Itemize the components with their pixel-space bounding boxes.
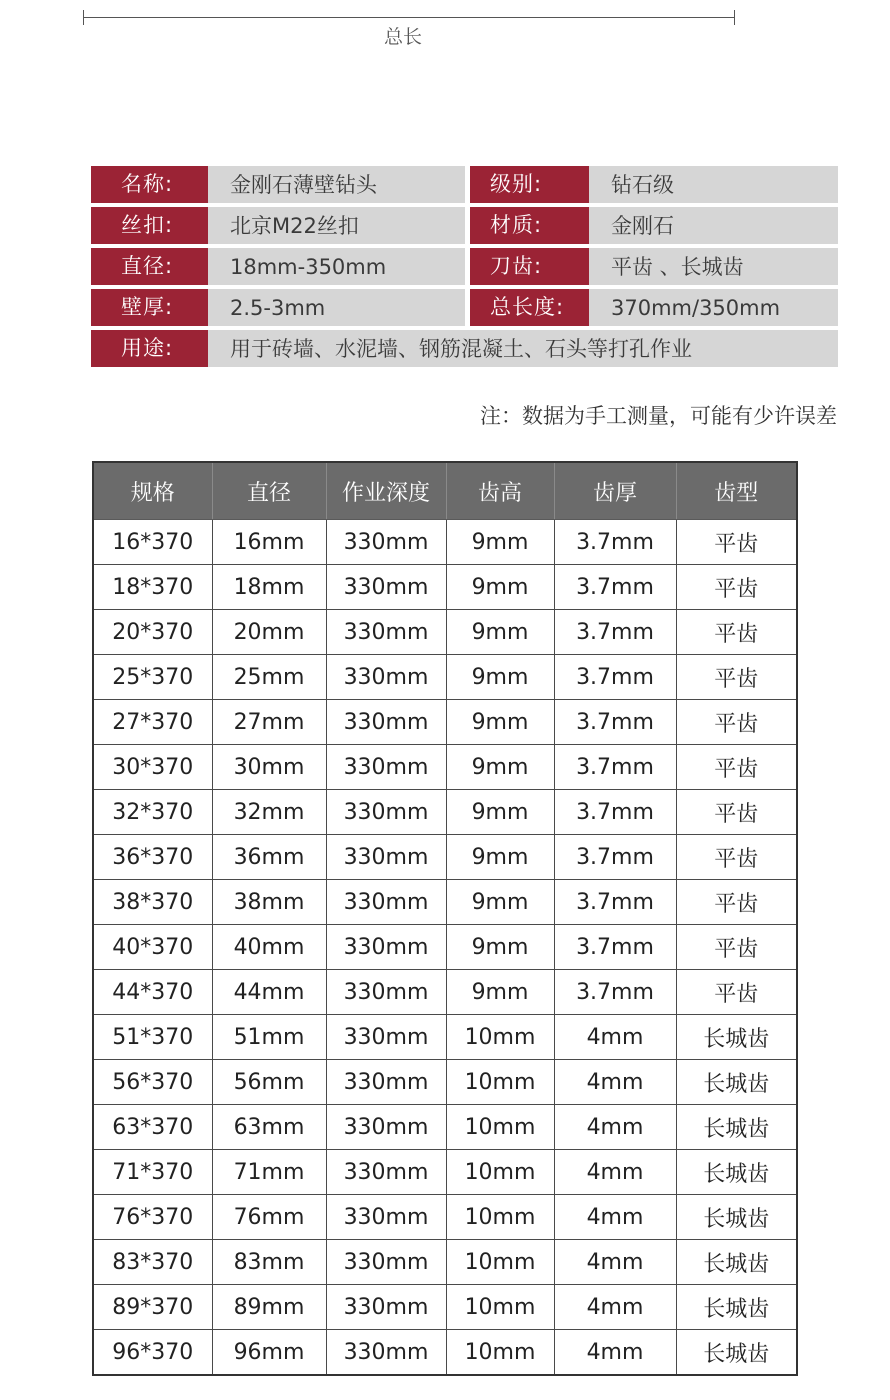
size-table xyxy=(92,461,798,1376)
cell-diameter: 71mm xyxy=(212,1150,326,1195)
dimension-line xyxy=(83,17,735,18)
spec-value: 钻石级 xyxy=(589,166,838,203)
spec-value: 用于砖墙、水泥墙、钢筋混凝土、石头等打孔作业 xyxy=(208,330,838,367)
cell-diameter: 18mm xyxy=(212,565,326,610)
cell-depth: 330mm xyxy=(326,835,446,880)
cell-depth: 330mm xyxy=(326,745,446,790)
cell-diameter: 32mm xyxy=(212,790,326,835)
cell-depth: 330mm xyxy=(326,1015,446,1060)
cell-spec: 18*370 xyxy=(93,565,212,610)
cell-spec: 89*370 xyxy=(93,1285,212,1330)
spec-value: 18mm-350mm xyxy=(208,248,465,285)
cell-tooth-height: 9mm xyxy=(446,925,554,970)
cell-tooth-type: 长城齿 xyxy=(676,1240,797,1285)
cell-tooth-height: 10mm xyxy=(446,1105,554,1150)
cell-tooth-height: 10mm xyxy=(446,1015,554,1060)
cell-depth: 330mm xyxy=(326,1240,446,1285)
cell-depth: 330mm xyxy=(326,565,446,610)
cell-tooth-height: 9mm xyxy=(446,610,554,655)
spec-row xyxy=(91,248,838,285)
cell-tooth-thickness: 4mm xyxy=(554,1330,676,1376)
cell-spec: 38*370 xyxy=(93,880,212,925)
cell-tooth-type: 平齿 xyxy=(676,610,797,655)
cell-spec: 32*370 xyxy=(93,790,212,835)
cell-tooth-thickness: 3.7mm xyxy=(554,925,676,970)
cell-diameter: 83mm xyxy=(212,1240,326,1285)
cell-tooth-type: 平齿 xyxy=(676,520,797,565)
table-header-row xyxy=(93,462,797,520)
cell-depth: 330mm xyxy=(326,655,446,700)
table-row xyxy=(93,880,797,925)
cell-spec: 40*370 xyxy=(93,925,212,970)
cell-tooth-thickness: 4mm xyxy=(554,1150,676,1195)
cell-spec: 25*370 xyxy=(93,655,212,700)
cell-tooth-thickness: 4mm xyxy=(554,1015,676,1060)
header-depth: 作业深度 xyxy=(326,462,446,520)
spec-value: 370mm/350mm xyxy=(589,289,838,326)
cell-depth: 330mm xyxy=(326,1195,446,1240)
cell-tooth-thickness: 3.7mm xyxy=(554,880,676,925)
cell-tooth-type: 平齿 xyxy=(676,700,797,745)
cell-tooth-height: 10mm xyxy=(446,1240,554,1285)
cell-diameter: 25mm xyxy=(212,655,326,700)
table-row xyxy=(93,655,797,700)
cell-depth: 330mm xyxy=(326,1105,446,1150)
spec-key: 名称: xyxy=(91,166,208,203)
cell-tooth-type: 长城齿 xyxy=(676,1105,797,1150)
table-row xyxy=(93,745,797,790)
cell-tooth-type: 长城齿 xyxy=(676,1285,797,1330)
spec-row-usage xyxy=(91,330,838,367)
cell-diameter: 36mm xyxy=(212,835,326,880)
cell-spec: 96*370 xyxy=(93,1330,212,1376)
cell-diameter: 51mm xyxy=(212,1015,326,1060)
cell-tooth-type: 平齿 xyxy=(676,925,797,970)
cell-tooth-thickness: 4mm xyxy=(554,1240,676,1285)
cell-depth: 330mm xyxy=(326,925,446,970)
cell-tooth-type: 长城齿 xyxy=(676,1015,797,1060)
cell-tooth-height: 10mm xyxy=(446,1330,554,1376)
table-row xyxy=(93,1285,797,1330)
cell-spec: 16*370 xyxy=(93,520,212,565)
table-row xyxy=(93,1240,797,1285)
cell-depth: 330mm xyxy=(326,1330,446,1376)
cell-diameter: 44mm xyxy=(212,970,326,1015)
table-row xyxy=(93,835,797,880)
table-row xyxy=(93,565,797,610)
dimension-label: 总长 xyxy=(383,26,422,48)
cell-spec: 51*370 xyxy=(93,1015,212,1060)
header-tooth-thickness: 齿厚 xyxy=(554,462,676,520)
table-row xyxy=(93,700,797,745)
cell-tooth-thickness: 3.7mm xyxy=(554,520,676,565)
cell-depth: 330mm xyxy=(326,790,446,835)
cell-spec: 83*370 xyxy=(93,1240,212,1285)
spec-value: 平齿 、长城齿 xyxy=(589,248,838,285)
cell-tooth-thickness: 3.7mm xyxy=(554,835,676,880)
table-row xyxy=(93,1060,797,1105)
cell-depth: 330mm xyxy=(326,520,446,565)
cell-tooth-thickness: 3.7mm xyxy=(554,745,676,790)
cell-diameter: 63mm xyxy=(212,1105,326,1150)
cell-tooth-thickness: 3.7mm xyxy=(554,565,676,610)
cell-tooth-type: 平齿 xyxy=(676,880,797,925)
spec-block xyxy=(91,166,838,367)
cell-spec: 71*370 xyxy=(93,1150,212,1195)
spec-key: 材质: xyxy=(470,207,589,244)
cell-diameter: 40mm xyxy=(212,925,326,970)
cell-tooth-height: 10mm xyxy=(446,1150,554,1195)
cell-depth: 330mm xyxy=(326,700,446,745)
spec-key: 刀齿: xyxy=(470,248,589,285)
spec-row xyxy=(91,207,838,244)
spec-value: 金刚石薄壁钻头 xyxy=(208,166,465,203)
cell-diameter: 89mm xyxy=(212,1285,326,1330)
cell-tooth-thickness: 4mm xyxy=(554,1285,676,1330)
spec-value: 金刚石 xyxy=(589,207,838,244)
cell-depth: 330mm xyxy=(326,1060,446,1105)
cell-diameter: 38mm xyxy=(212,880,326,925)
cell-depth: 330mm xyxy=(326,880,446,925)
header-tooth-type: 齿型 xyxy=(676,462,797,520)
cell-tooth-type: 平齿 xyxy=(676,835,797,880)
spec-key: 级别: xyxy=(470,166,589,203)
cell-tooth-type: 长城齿 xyxy=(676,1150,797,1195)
spec-key: 直径: xyxy=(91,248,208,285)
cell-tooth-type: 长城齿 xyxy=(676,1195,797,1240)
dimension-tick-right xyxy=(734,10,735,25)
table-body xyxy=(93,520,797,1376)
header-tooth-height: 齿高 xyxy=(446,462,554,520)
cell-diameter: 96mm xyxy=(212,1330,326,1376)
cell-tooth-thickness: 4mm xyxy=(554,1195,676,1240)
spec-row xyxy=(91,166,838,203)
cell-tooth-type: 长城齿 xyxy=(676,1060,797,1105)
table-row xyxy=(93,1195,797,1240)
spec-key: 丝扣: xyxy=(91,207,208,244)
header-spec: 规格 xyxy=(93,462,212,520)
cell-tooth-height: 9mm xyxy=(446,790,554,835)
cell-spec: 36*370 xyxy=(93,835,212,880)
measurement-note: 注：数据为手工测量，可能有少许误差 xyxy=(480,404,837,428)
cell-tooth-thickness: 3.7mm xyxy=(554,970,676,1015)
spec-row xyxy=(91,289,838,326)
spec-value: 2.5-3mm xyxy=(208,289,465,326)
cell-tooth-type: 平齿 xyxy=(676,745,797,790)
cell-tooth-height: 10mm xyxy=(446,1060,554,1105)
cell-tooth-thickness: 4mm xyxy=(554,1060,676,1105)
header-diameter: 直径 xyxy=(212,462,326,520)
cell-tooth-height: 10mm xyxy=(446,1285,554,1330)
cell-tooth-thickness: 3.7mm xyxy=(554,700,676,745)
cell-diameter: 56mm xyxy=(212,1060,326,1105)
cell-tooth-height: 10mm xyxy=(446,1195,554,1240)
spec-key: 总长度: xyxy=(470,289,589,326)
cell-tooth-thickness: 3.7mm xyxy=(554,610,676,655)
cell-tooth-type: 平齿 xyxy=(676,790,797,835)
cell-tooth-type: 平齿 xyxy=(676,655,797,700)
cell-spec: 20*370 xyxy=(93,610,212,655)
cell-depth: 330mm xyxy=(326,1285,446,1330)
cell-tooth-height: 9mm xyxy=(446,655,554,700)
cell-spec: 44*370 xyxy=(93,970,212,1015)
cell-depth: 330mm xyxy=(326,610,446,655)
cell-tooth-height: 9mm xyxy=(446,520,554,565)
cell-diameter: 27mm xyxy=(212,700,326,745)
spec-key: 壁厚: xyxy=(91,289,208,326)
spec-key: 用途: xyxy=(91,330,208,367)
table-row xyxy=(93,1015,797,1060)
cell-tooth-height: 9mm xyxy=(446,565,554,610)
cell-tooth-thickness: 4mm xyxy=(554,1105,676,1150)
cell-tooth-height: 9mm xyxy=(446,880,554,925)
cell-spec: 27*370 xyxy=(93,700,212,745)
cell-tooth-height: 9mm xyxy=(446,970,554,1015)
cell-tooth-thickness: 3.7mm xyxy=(554,655,676,700)
cell-depth: 330mm xyxy=(326,1150,446,1195)
cell-depth: 330mm xyxy=(326,970,446,1015)
table-row xyxy=(93,970,797,1015)
cell-tooth-type: 平齿 xyxy=(676,565,797,610)
cell-tooth-height: 9mm xyxy=(446,745,554,790)
cell-tooth-type: 长城齿 xyxy=(676,1330,797,1376)
cell-tooth-type: 平齿 xyxy=(676,970,797,1015)
cell-spec: 76*370 xyxy=(93,1195,212,1240)
spec-value: 北京M22丝扣 xyxy=(208,207,465,244)
cell-spec: 30*370 xyxy=(93,745,212,790)
table-row xyxy=(93,1105,797,1150)
cell-diameter: 20mm xyxy=(212,610,326,655)
cell-diameter: 16mm xyxy=(212,520,326,565)
table-row xyxy=(93,520,797,565)
table-row xyxy=(93,1330,797,1376)
table-row xyxy=(93,1150,797,1195)
cell-tooth-thickness: 3.7mm xyxy=(554,790,676,835)
table-row xyxy=(93,790,797,835)
cell-spec: 63*370 xyxy=(93,1105,212,1150)
table-row xyxy=(93,925,797,970)
cell-tooth-height: 9mm xyxy=(446,835,554,880)
cell-spec: 56*370 xyxy=(93,1060,212,1105)
cell-diameter: 30mm xyxy=(212,745,326,790)
cell-tooth-height: 9mm xyxy=(446,700,554,745)
cell-diameter: 76mm xyxy=(212,1195,326,1240)
table-row xyxy=(93,610,797,655)
